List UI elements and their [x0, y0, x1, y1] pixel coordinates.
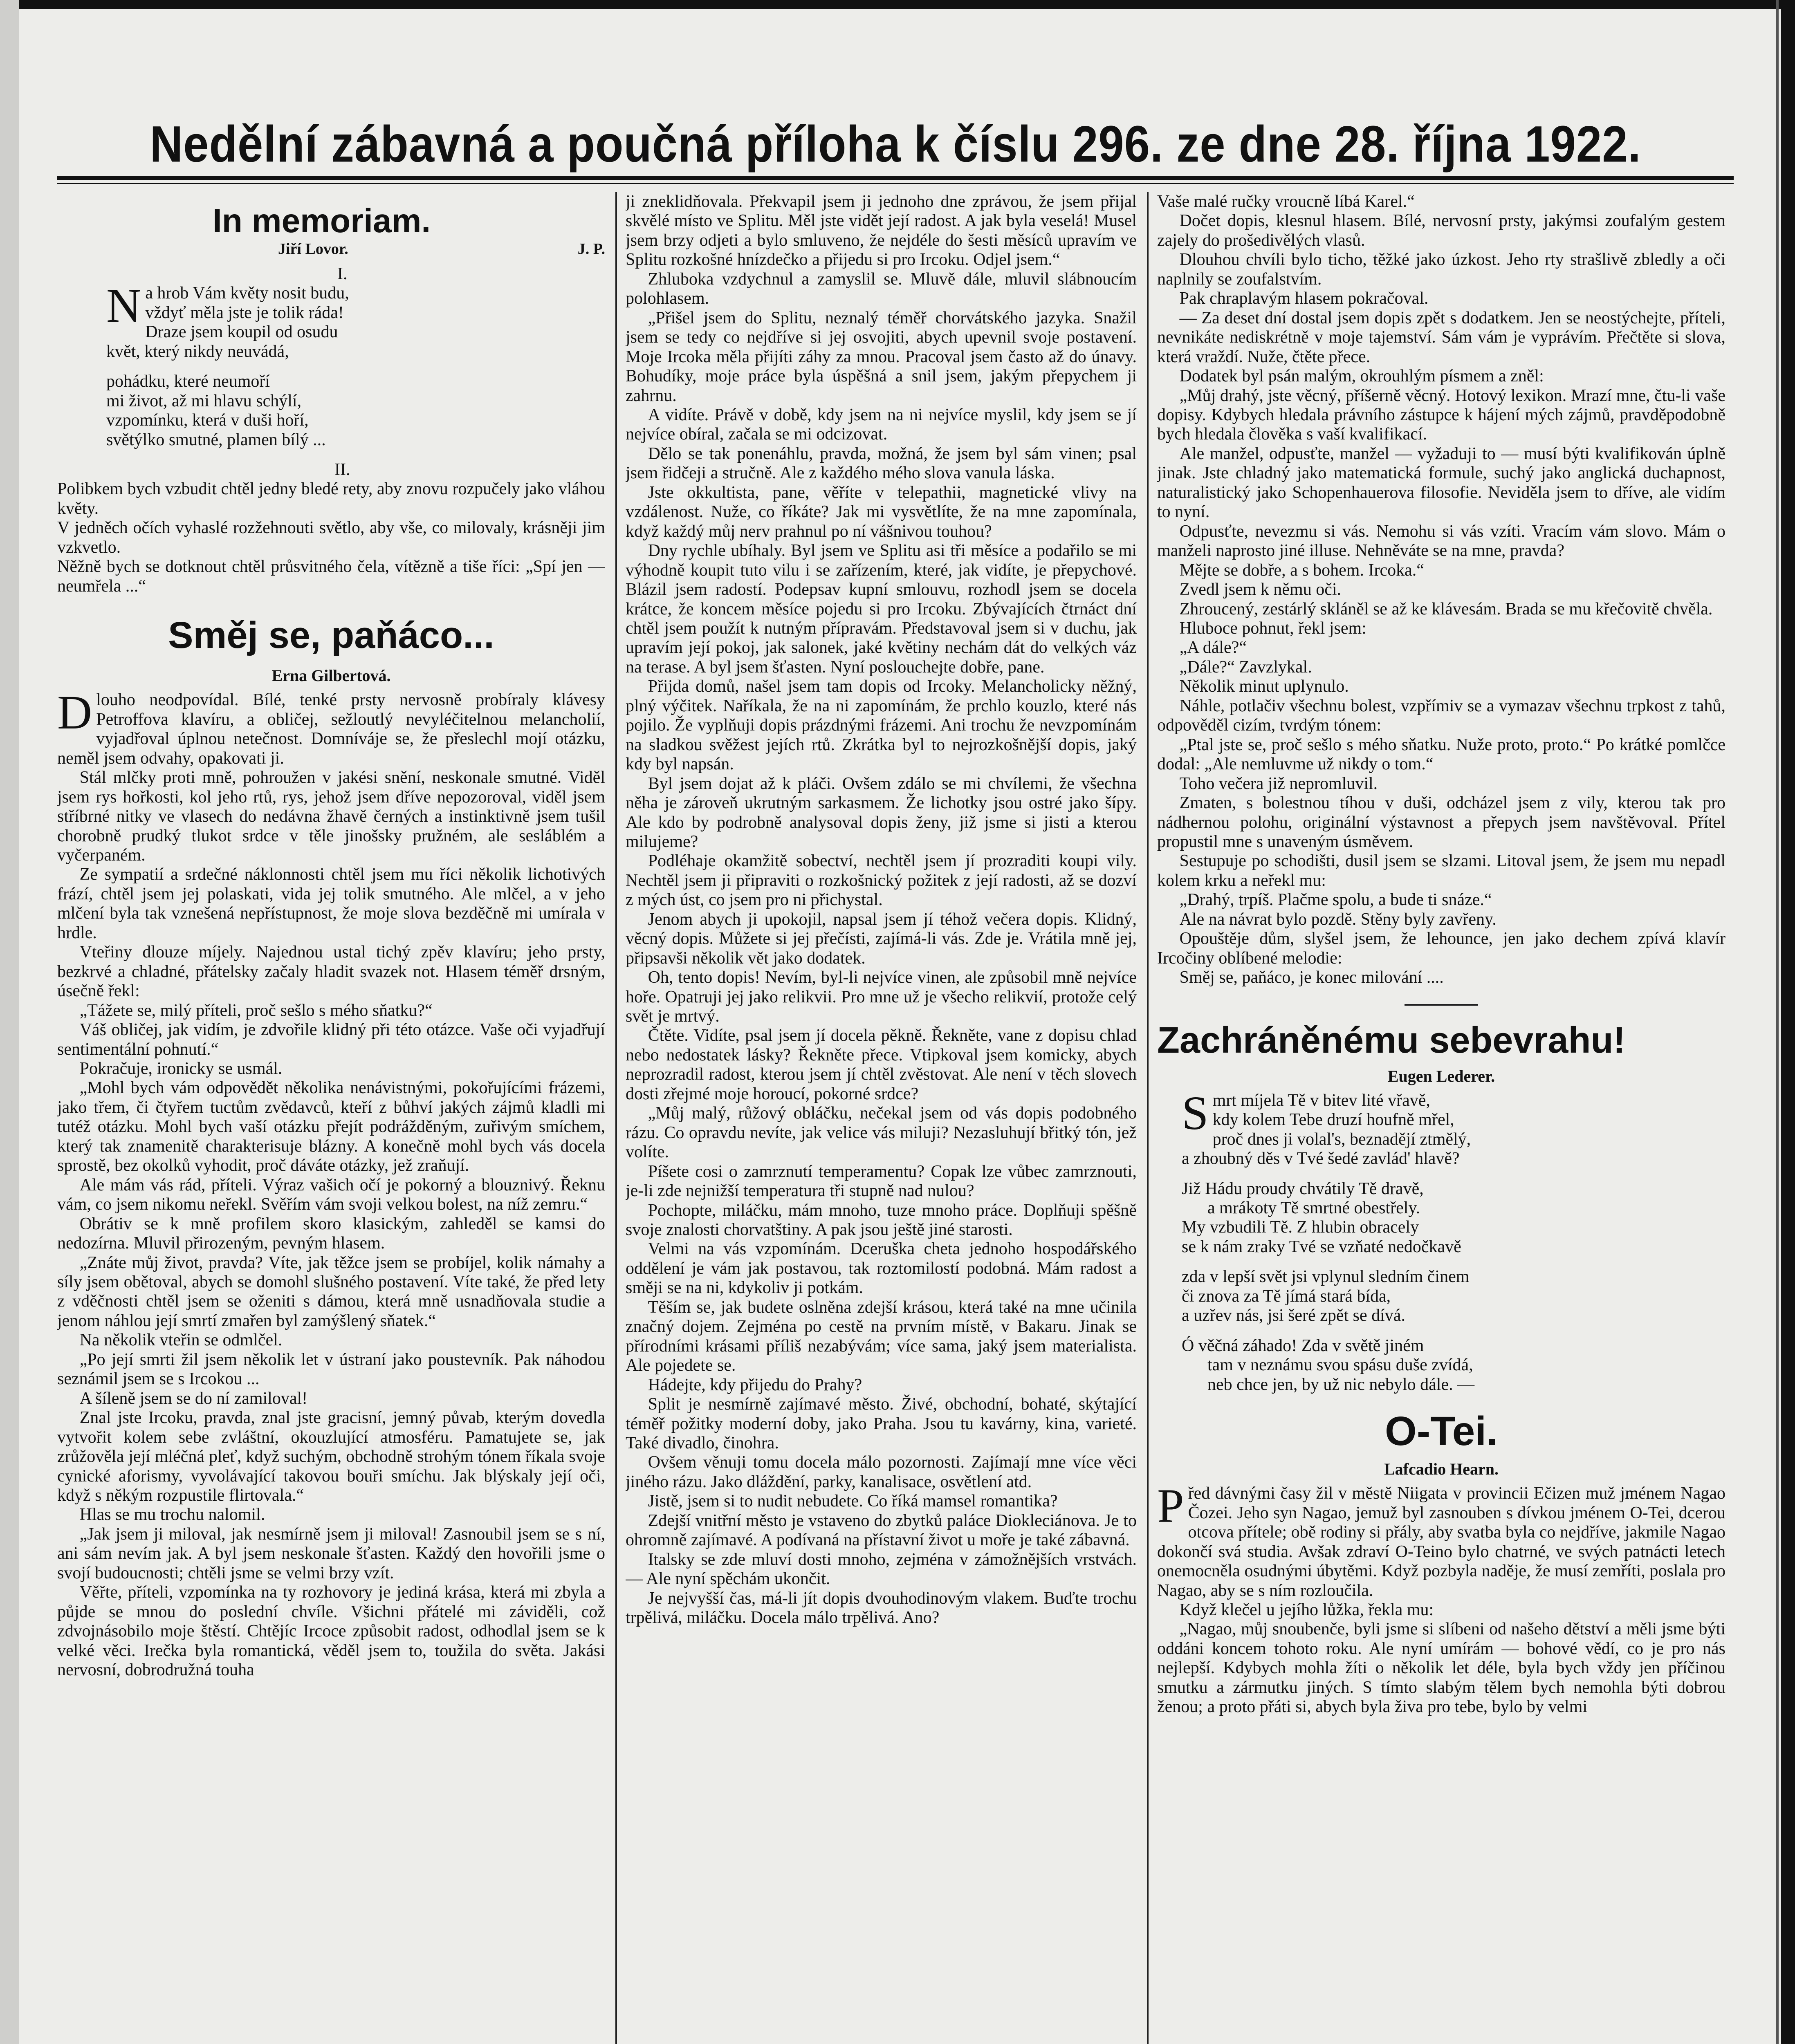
article-title-memoriam: In memoriam. — [213, 202, 431, 240]
dropcap-smej: D — [57, 686, 92, 740]
poem-stanza-2 — [57, 372, 605, 450]
masthead-rule — [57, 176, 1734, 180]
paragraph: Dočet dopis, klesnul hlasem. Bílé, nervosní prsty, jakýmsi zoufalým gestem zajely do prošedivělých vlasů. — [1157, 211, 1725, 250]
paragraph: Opouštěje dům, slyšel jsem, že lehounce, jen jako dechem zpívá klavír Ircočiny oblíbené melodie: — [1157, 929, 1725, 968]
dropcap-otei: P — [1157, 1479, 1184, 1533]
paragraph: „Můj drahý, jste věcný, příšerně věcný. Hotový lexikon. Mrazí mne, čtu-li vaše dopisy. Kdybych hledala právního zástupce k hájení mých zájmů, pravděpodobně bych hledala člověka s vaší kvalifikací. — [1157, 386, 1725, 444]
paragraph: Mějte se dobře, a s bohem. Ircoka.“ — [1179, 560, 1424, 580]
paragraph: Jste okkultista, pane, věříte v telepathii, magnetické vlivy na vzdálenost. Nuže, co říkáte? Jak mi vysvětlíte, že na mne zapomínala, když každý můj nerv prahnul po ní vášnivou touhou? — [626, 483, 1137, 541]
paragraph: Věřte, příteli, vzpomínka na ty rozhovory je jediná krása, která mi zbyla a půjde se mnou do poslední chvíle. Všichni přátelé mi záviděli, což zdvojnásobilo moje štěstí. Chtějíc Ircoce způsobit radost, odhodlal jsem se k velké věci. Irečka byla romantická, věděl jsem to, toužila do světa. Jakási nervosní, dobrodružná touha — [57, 1583, 605, 1680]
paragraph: Ale na návrat bylo pozdě. Stěny byly zavřeny. — [1179, 910, 1497, 929]
poem-stanza-3 — [1157, 1267, 1725, 1325]
paragraph: řed dávnými časy žil v městě Niigata v provincii Ečizen muž jménem Nagao Čozei. Jeho syn Nagao, jemuž byl zasnouben s dívkou jménem O-Tei, dcerou otcova přítele; obě rodiny si přály, aby svatba byla co nejdříve, jakmile Nagao dokončí svá studia. Avšak zdraví O-Teino bylo chatrné, ve svých patnácti letech onemocněla osudnými úbytěmi. Když pozbyla naděje, že musí zemříti, poslala pro Nagao, aby se s ním rozloučila. — [1157, 1484, 1725, 1600]
paragraph: A vidíte. Právě v době, kdy jsem na ni nejvíce myslil, kdy jsem se jí nejvíce obíral, začala se mi odcizovat. — [626, 405, 1137, 444]
paragraph: Hlas se mu trochu nalomil. — [79, 1505, 265, 1524]
page-edge-left — [0, 0, 19, 2044]
paragraph: Několik minut uplynulo. — [1179, 677, 1349, 696]
paragraph: — Za deset dní dostal jsem dopis zpět s dodatkem. Jen se neostýchejte, příteli, nevnikáte nediskrétně v moje tajemství. Sám vám je vyprávím. Přečtěte si slova, která vraždí. Nuže, čtěte přece. — [1157, 308, 1725, 366]
paragraph: Italsky se zde mluví dosti mnoho, zejména v zámožnějších vrstvách. — Ale nyní spěchám ukončit. — [626, 1550, 1137, 1589]
paragraph: Jistě, jsem si to nudit nebudete. Co říká mamsel romantika? — [648, 1492, 1058, 1511]
paragraph: Zhroucený, zestárlý skláněl se až ke klávesám. Brada se mu křečovitě chvěla. — [1179, 599, 1713, 619]
column-1 — [57, 192, 605, 2044]
page-edge-right-line — [1776, 0, 1779, 2044]
paragraph: Byl jsem dojat až k pláči. Ovšem zdálo se mi chvílemi, že všechna něha je zároveň ukrutným sarkasmem. Že lichotky jsou ostré jako šípy. Ale kdo by podrobně analysoval dopis ženy, již jsme si jisti a kterou milujeme? — [626, 774, 1137, 851]
paragraph: Velmi na vás vzpomínám. Dceruška cheta jednoho hospodářského oddělení je vám jak postavou, tak roztomilostí podobná. Mám radost a směji se na ni, kdykoliv ji potkám. — [626, 1239, 1137, 1298]
paragraph: Znal jste Ircoku, pravda, znal jste gracisní, jemný půvab, kterým dovedla vytvořit kolem sebe zvláštní, okouzlující atmosféru. Pamatujete se, jak zrůžověla její mléčná pleť, když suchým, obchodně strohým tónem říkala svoje cynické aforismy, vyvolávající takovou bouři smíchu. Jak blýskaly její oči, když s někým rozpustile flirtovala.“ — [57, 1408, 605, 1505]
paragraph: Píšete cosi o zamrznutí temperamentu? Copak lze vůbec zamrznouti, je-li zde nejnižší temperatura tři stupně nad nulou? — [626, 1162, 1137, 1201]
section-number-2: II. — [334, 460, 350, 480]
paragraph: Split je nesmírně zajímavé město. Živé, obchodní, bohaté, skýtající téměř požitky moderní doby, jako Praha. Jsou tu kavárny, kina, varieté. Také divadlo, činohra. — [626, 1395, 1137, 1452]
paragraph: Jenom abych ji upokojil, napsal jsem jí téhož večera dopis. Klidný, věcný dopis. Můžete si jej přečísti, zajímá-li vás. Zde je. Vrátila mně jej, připsavši několik vět jako dodatek. — [626, 910, 1137, 968]
poem-line: a mrákoty Tě smrtné obestřely. — [1207, 1199, 1420, 1218]
masthead: Nedělní zábavná a poučná příloha k číslu 296. ze dne 28. října 1922. — [150, 115, 1641, 173]
column-divider-2 — [1147, 192, 1149, 2044]
poem-verse: V jedněch očích vyhaslé rozžehnouti světlo, aby vše, co milovaly, krásněji jim vzkvetlo. — [57, 518, 605, 557]
byline-memoriam — [57, 240, 605, 258]
page-edge-right — [1781, 0, 1795, 2044]
paragraph: Zmaten, s bolestnou tíhou v duši, odcházel jsem z vily, kterou tak pro nádhernou polohu, originální výstavnost a přepych jsem navštěvoval. Přítel propustil mne s unaveným úsměvem. — [1157, 793, 1725, 851]
poem-line: Draze jsem koupil od osudu — [145, 323, 338, 342]
section-number-1: I. — [337, 264, 348, 283]
poem-stanza-1 — [1157, 1086, 1725, 1169]
paragraph: Vteřiny dlouze míjely. Najednou ustal tichý zpěv klavíru; jeho prsty, bezkrvé a chladné, přátelsky začaly hladit svazek not. Hlasem téměř drsným, úsečně řekl: — [57, 943, 605, 1001]
dropcap-zachranenemu: S — [1182, 1086, 1209, 1140]
paragraph: „Znáte můj život, pravda? Víte, jak těžce jsem se probíjel, kolik námahy a síly jsem obětoval, abych se domohl slušného postavení. Víte také, že před lety z vděčnosti chtěl jsem se oženiti s dámou, která mně usnadňovala studie a jenom náhlou její smrtí zmařen byl zamýšlený sňatek.“ — [57, 1253, 605, 1330]
poem-line: proč dnes ji volal's, beznadějí ztmělý, — [1212, 1130, 1471, 1149]
poem-line: vždyť měla jste je tolik ráda! — [145, 303, 344, 322]
paragraph: Směj se, paňáco, je konec milování .... — [1179, 968, 1444, 987]
initials-memoriam: J. P. — [577, 240, 605, 258]
paragraph: Je nejvyšší čas, má-li jít dopis dvouhodinovým vlakem. Buďte trochu trpělivá, miláčku. Docela málo trpělivá. Ano? — [626, 1589, 1137, 1627]
article-separator — [1405, 1004, 1478, 1006]
paragraph: Toho večera již nepromluvil. — [1179, 774, 1378, 793]
poem-verse: Něžně bych se dotknout chtěl průsvitného čela, vítězně a tiše říci: „Spí jen — neumřela ...“ — [57, 557, 605, 596]
article-title-smej: Směj se, paňáco... — [168, 614, 494, 657]
poem-line: mrt míjela Tě v bitev lité vřavě, — [1212, 1091, 1430, 1110]
paragraph: Hádejte, kdy přijedu do Prahy? — [648, 1375, 862, 1394]
paragraph: Odpusťte, nevezmu si vás. Nemohu si vás vzíti. Vracím vám slovo. Mám o manželi naprosto jiné illuse. Nehněváte se na mne, pravda? — [1157, 522, 1725, 560]
paragraph: „Můj malý, růžový obláčku, nečekal jsem od vás dopis podobného rázu. Co opravdu nevíte, jak velice vás miluji? Nezasluhují břitký tón, jež volíte. — [626, 1104, 1137, 1162]
article-title-otei: O-Tei. — [1385, 1408, 1498, 1455]
poem-stanza-1 — [57, 279, 605, 361]
poem-line: Ó věčná záhado! Zda v světě jiném — [1182, 1336, 1424, 1355]
paragraph: „Jak jsem ji miloval, jak nesmírně jsem ji miloval! Zasnoubil jsem se s ní, ani sám nevím jak. A byl jsem neskonale šťasten. Každý den hovořili jsme o svojí budoucnosti; chtěli jsme se velmi brzy vzít. — [57, 1524, 605, 1582]
paragraph: „Drahý, trpíš. Plačme spolu, a bude ti snáze.“ — [1179, 890, 1492, 910]
paragraph: Ze sympatií a srdečné náklonnosti chtěl jsem mu říci několik lichotivých frází, chtěl jsem jej polaskati, vida jej tolik smutného. Ale mlčel, a v jeho mlčení byla tak vznešená nepřístupnost, že moje slova bezděčně mi umírala v hrdle. — [57, 865, 605, 942]
paragraph: Ale manžel, odpusťte, manžel — vyžaduji to — musí býti kvalifikován úplně jinak. Jste chladný jako matematická formule, suchý jako anglická duchapnost, naturalistický jako Schopenhauerova filosofie. Neviděla jsem to dříve, ale vidím to nyní. — [1157, 444, 1725, 522]
author-otei: Lafcadio Hearn. — [1384, 1460, 1499, 1479]
paragraph: Náhle, potlačiv všechnu bolest, vzpřímiv se a vymazav všechnu trpkost z tahů, odpověděl cizím, tvrdým tónem: — [1157, 696, 1725, 735]
author-zachranenemu: Eugen Lederer. — [1387, 1067, 1495, 1085]
poem-line: kdy kolem Tebe druzí houfně mřel, — [1212, 1110, 1454, 1130]
paragraph: „Dále?“ Zavzlykal. — [1179, 657, 1312, 677]
paragraph: „Ptal jste se, proč sešlo s mého sňatku. Nuže proto, proto.“ Po krátké pomlčce dodal: „Ale nemluvme už nikdy o tom.“ — [1157, 735, 1725, 774]
masthead-rule-thin — [57, 183, 1734, 184]
poem-line: My vzbudili Tě. Z hlubin obracely — [1182, 1218, 1419, 1237]
poem-line: mi život, až mi hlavu schýlí, — [106, 391, 302, 410]
paragraph: ji zneklidňovala. Překvapil jsem ji jednoho dne zprávou, že jsem přijal skvělé místo ve Splitu. Měl jste vidět její radost. A jak byla veselá! Musel jsem brzy odjeti a bylo smluveno, že nejdéle do šesti měsíců upravím ve Splitu rozkošné hnízdečko a přijedu si pro Ircoku. Odjel jsem.“ — [626, 192, 1137, 269]
poem-line: se k nám zraky Tvé se vzňaté nedočkavě — [1182, 1237, 1461, 1256]
paragraph: Pak chraplavým hlasem pokračoval. — [1179, 289, 1429, 308]
paragraph: Těším se, jak budete oslněna zdejší krásou, která také na mne učinila značný dojem. Zejména po cestě na prvním místě, v Bakaru. Jinak se přírodními krásami příliš nezabývám; více sama, jaký jsem materialista. Ale pojedete se. — [626, 1298, 1137, 1375]
poem-line: světýlko smutné, plamen bílý ... — [106, 430, 326, 449]
poem-verse: Polibkem bych vzbudit chtěl jedny bledé rety, aby znovu rozpučely jako vláhou květy. — [57, 480, 605, 518]
paragraph: Dny rychle ubíhaly. Byl jsem ve Splitu asi tři měsíce a podařilo se mi výhodně koupit tuto vilu i se zařízením, které, jak vidíte, je přepychové. Blázil jsem radostí. Podepsav kupní smlouvu, rozhodl jsem se docela krátce, že koncem měsíce pojedu si pro Ircoku. Zbývajících čtrnáct dní chtěl jsem použít k nutným přípravám. Představoval jsem si v duchu, jak upravím její pokoj, jak salonek, jaké květiny nechám dát do velkých váz na terase. A byl jsem šťasten. Nyní poslouchejte dobře, pane. — [626, 541, 1137, 677]
poem-line: neb chce jen, by už nic nebylo dále. — — [1207, 1375, 1475, 1394]
paragraph: Pochopte, miláčku, mám mnoho, tuze mnoho práce. Doplňuji spěšně svoje znalosti chorvatštiny. A pak jsou ještě jiné starosti. — [626, 1201, 1137, 1239]
paragraph: Zhluboka vzdychnul a zamyslil se. Mluvě dále, mluvil slábnoucím polohlasem. — [626, 269, 1137, 308]
paragraph: Dlouhou chvíli bylo ticho, těžké jako úzkost. Jeho rty strašlivě zbledly a oči naplnily se zoufalstvím. — [1157, 250, 1725, 289]
poem-line: či znova za Tě jímá stará bída, — [1182, 1286, 1391, 1306]
paragraph: Dodatek byl psán malým, okrouhlým písmem a zněl: — [1179, 367, 1544, 386]
paragraph: Zvedl jsem k němu oči. — [1179, 580, 1342, 599]
poem-stanza-2 — [1157, 1179, 1725, 1257]
poem-line: pohádku, které neumoří — [106, 372, 270, 391]
paragraph: „Přišel jsem do Splitu, neznalý téměř chorvátského jazyka. Snažil jsem se tedy co nejdříve si jej osvojiti, abych upevnil svoje postavení. Moje Ircoka měla přijíti záhy za mnou. Pracoval jsem často až do únavy. Bohudíky, moje práce byla úspěšná a snil jsem, jakým přepychem ji zahrnu. — [626, 308, 1137, 405]
paragraph: Pokračuje, ironicky se usmál. — [79, 1059, 283, 1078]
author-smej: Erna Gilbertová. — [271, 666, 391, 685]
paragraph: Ovšem věnuji tomu docela málo pozornosti. Zajímají mne více věci jiného rázu. Jako dláždění, parky, kanalisace, osvětlení atd. — [626, 1453, 1137, 1491]
poem-line: květ, který nikdy neuvádá, — [106, 342, 289, 361]
poem-line: a zhoubný děs v Tvé šedé zavlád' hlavě? — [1182, 1149, 1460, 1168]
poem-line: a hrob Vám květy nosit budu, — [145, 284, 349, 303]
author-memoriam: Jiří Lovor. — [278, 240, 348, 258]
dropcap-memoriam: N — [106, 279, 141, 333]
poem-stanza-4 — [1157, 1336, 1725, 1394]
paragraph: Zdejší vnitřní město je vstaveno do zbytků paláce Diokleciánova. Je to ohromně zajímavé. A podívaná na přístavní život u moře je také zábavná. — [626, 1511, 1137, 1550]
poem-line: zda v lepší svět jsi vplynul sledním činem — [1182, 1267, 1470, 1286]
paragraph: Dělo se tak ponenáhlu, pravda, možná, že jsem byl sám vinen; psal jsem řidčeji a stručně. Ale z každého mého slova vanula láska. — [626, 444, 1137, 483]
paragraph: Přijda domů, našel jsem tam dopis od Ircoky. Melancholicky něžný, plný výčitek. Naříkala, že na ni zapomínám, že prchlo kouzlo, které nás pojilo. Že vyplňuji dopis prázdnými frázemi. Ani trochu že nevzpomínám na sladkou svěžest jejích rtů. Zkrátka byl to nejrozkošnější dopis, jaký kdy byl napsán. — [626, 677, 1137, 774]
paragraph: „Po její smrti žil jsem několik let v ústraní jako poustevník. Pak náhodou seznámil jsem se s Ircokou ... — [57, 1350, 605, 1389]
column-divider-1 — [615, 192, 617, 2044]
page-edge-top — [0, 0, 1795, 9]
column-2 — [626, 192, 1137, 2044]
poem-line: a uzřev nás, jsi šeré zpět se dívá. — [1182, 1306, 1405, 1325]
paragraph: „Nagao, můj snoubenče, byli jsme si slíbeni od našeho dětství a měli jsme býti oddáni koncem tohoto roku. Ale nyní umírám — bohové vědí, co je pro nás nejlepší. Kdybych mohla žíti o několik let déle, byla bych vždy jen příčinou smutku a zármutku jiných. S tímto slabým tělem bych nemohla býti dobrou ženou; a proto přáti si, abych byla živa pro tebe, bylo by velmi — [1157, 1620, 1725, 1717]
poem-line: tam v neznámu svou spásu duše zvídá, — [1207, 1356, 1473, 1375]
column-3 — [1157, 192, 1725, 2044]
paragraph: „A dále?“ — [1179, 638, 1247, 657]
paragraph: Hluboce pohnut, řekl jsem: — [1179, 619, 1366, 638]
paragraph: Na několik vteřin se odmlčel. — [79, 1331, 283, 1350]
paragraph: Ale mám vás rád, příteli. Výraz vašich očí je pokorný a blouznivý. Řeknu vám, co jsem nikomu neřekl. Svěřím vám svoji velkou bolest, na níž zemru.“ — [57, 1175, 605, 1214]
paragraph: Stál mlčky proti mně, pohroužen v jakési snění, neskonale smutné. Viděl jsem rys hořkosti, kol jeho rtů, rys, jehož jsem dříve nepozoroval, viděl jsem stříbrné nitky ve vlasech do nedávna žhavě černých a instinktivně jsem tušil chorobně prudký tlukot srdce v těle jinošsky pružném, ale sesláblém a vyčerpaném. — [57, 768, 605, 865]
paragraph: Sestupuje po schodišti, dusil jsem se slzami. Litoval jsem, že jsem mu nepadl kolem krku a neřekl mu: — [1157, 852, 1725, 890]
paragraph: Váš obličej, jak vidím, je zdvořile klidný při této otázce. Vaše oči vyjadřují sentimentální pohnutí.“ — [57, 1020, 605, 1059]
paragraph: louho neodpovídal. Bílé, tenké prsty nervosně probíraly klávesy Petroffova klavíru, a obličej, sežloutlý nevyléčitelnou melancholií, vyjadřoval úplnou netečnost. Domníváje se, že přeslechl mojí otázku, neměl jsem odvahy, opakovati ji. — [57, 690, 605, 768]
paragraph: Podléhaje okamžitě sobectví, nechtěl jsem jí prozraditi koupi vily. Nechtěl jsem ji připraviti o rozkošnický požitek z její radosti, až se dozví z mých úst, co jsem pro ni přichystal. — [626, 852, 1137, 910]
paragraph: Čtěte. Vidíte, psal jsem jí docela pěkně. Řekněte, vane z dopisu chlad nebo nedostatek lásky? Řekněte přece. Vtipkoval jsem komicky, abych neprozradil radost, kterou jsem jí chtěl zvěstovat. Ale není v těch slovech dosti zřejmé moje horoucí, pokorné srdce? — [626, 1026, 1137, 1103]
paragraph: Vaše malé ručky vroucně líbá Karel.“ — [1157, 192, 1415, 211]
poem-line: Již Hádu proudy chvátily Tě dravě, — [1182, 1179, 1424, 1198]
poem-line: vzpomínku, která v duši hoří, — [106, 411, 309, 430]
paragraph: A šíleně jsem se do ní zamiloval! — [79, 1389, 308, 1408]
paragraph: Oh, tento dopis! Nevím, byl-li nejvíce vinen, ale způsobil mně nejvíce hoře. Opatruji jej jako relikvii. Pro mne už je všecho relikvií, protože celý svět je mrtvý. — [626, 968, 1137, 1026]
paragraph: Obrátiv se k mně profilem skoro klasickým, zahleděl se kamsi do nedozírna. Mluvil přirozeným, pevným hlasem. — [57, 1214, 605, 1253]
paragraph: Když klečel u jejího lůžka, řekla mu: — [1179, 1600, 1434, 1620]
paragraph: „Mohl bych vám odpovědět několika nenávistnými, pokořujícími frázemi, jako třem, či čtyřem tuctům zvědavců, kteří z bůhví jakých zájmů kladli mi tutéž otázku. Mohl bych vaší otázku přejít podrážděným, zuřivým smíchem, který tak znamenitě charakterisuje blázny. A konečně mohl bych vás docela sprostě, bez okolků vyhodit, proč dáváte otázky, jež zraňují. — [57, 1078, 605, 1175]
article-title-zachranenemu: Zachráněnému sebevrahu! — [1157, 1020, 1626, 1061]
paragraph: „Tážete se, milý příteli, proč sešlo s mého sňatku?“ — [79, 1001, 433, 1020]
